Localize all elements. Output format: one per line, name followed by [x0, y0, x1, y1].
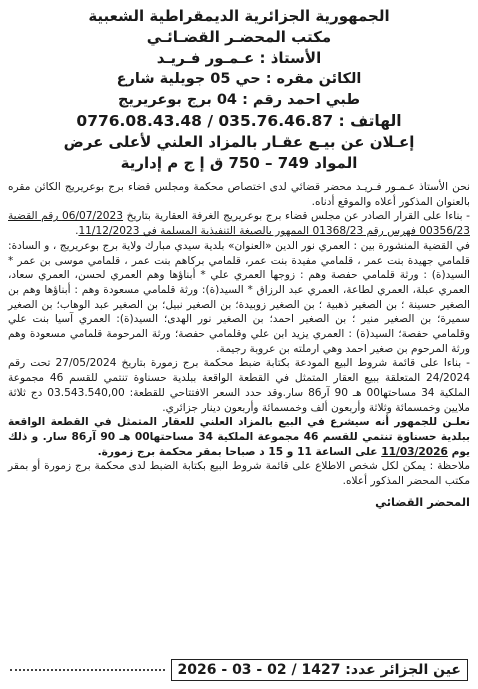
footer-dotted-rule [10, 669, 165, 671]
auction-announcement-paragraph [8, 415, 470, 459]
decision-end: . [75, 225, 79, 238]
signature: المحضر القضائي [375, 494, 470, 509]
intro-paragraph: نحن الأستاذ عـمـور فـريـد محضر قضائي لدى اختصاص محكمة ومجلس قضاء برج بوعريريج الكائن مقره بالعنوان المذكور أعلاه والموقع أدناه. [8, 181, 470, 208]
bailiff-name: الأستاذ : عـمـور فـريـد [156, 49, 322, 67]
phone-line: الهاتف : 035.76.46.87 / 0776.08.43.48 [76, 112, 402, 130]
auction-date: 11/03/2026 [381, 445, 448, 458]
publication-reference: عين الجزائر عدد: 1427 / 02 - 03 - 2026 [171, 659, 468, 681]
address-line-2: طبي احمد رقم : 04 برج بوعريريج [118, 92, 360, 108]
note-paragraph: ملاحظة : يمكن لكل شخص الاطلاع على قائمة شروط البيع بكتابة الضبط لدى محكمة برج زمورة أو بمقر مكتب المحضر المذكور أعلاه. [8, 460, 470, 488]
notice-body [8, 180, 470, 509]
decision-reference: 06/07/2023 رقم القضية 00356/23 فهرس رقم 01368/23 الممهور بالصيغة التنفيذية المسلمة في 11/12/2023 [8, 210, 470, 238]
office-title: مكتب المحضـر القضـائـي [146, 28, 332, 46]
decision-text: - بناءا على القرار الصادر عن مجلس قضاء برج بوعريريج الغرفة العقارية بتاريخ [123, 210, 470, 223]
sale-conditions-paragraph: - بناءا على قائمة شروط البيع المودعة بكتابة ضبط محكمة برج زمورة بتاريخ 27/05/2024 تحت رقم 24/2024 المتعلقة ببيع العقار المتمثل في القطعة الواقعة ببلدية حسناوة تنتمي للقسم 46 مجموعة الملكية 34 مساحتها00 هـ 90 آر86 سار.وقد حدد السعر الافتتاحي للقطعة: 03.543.540,00 دج ثلاثة ملايين وخمسمائة وثلاثة وأربعون ألف وخمسمائة وأربعون دينار جزائري. [8, 357, 471, 414]
republic-title: الجمهورية الجزائرية الديمقراطية الشعبية [88, 7, 390, 25]
parties-paragraph: في القضية المنشورة بين : العمري نور الدين «العنوان» بلدية سيدي مبارك ولاية برج بوعريريج ، و السادة: قلمامي جهيدة بنت عمر ، قلمامي مفيدة بنت عمر، قلمامي بركاهم بنت عمر ، قلمامي موسى بن عمر * السيد(ة) : ورثة قلمامي حفصة وهم : زوجها العمري علي * أبناؤها وهم العمري لحسن، العمري سعاد، العمري عبلة، العمري لطاعة، العمري عبد الرزاق * السيد(ة): ورثة قلمامي مسعودة وهم : أبناؤها وهم بن الصغير حسينة ؛ بن الصغير ذهبية ؛ بن الصغير زوبيدة؛ بن الصغير نبيل؛ بن الصغير عبد الوهاب؛ بن الصغير سميرة؛ بن الصغير منير ؛ بن الصغير احمد؛ بن الصغير نور الهدى؛ السيد(ة): العمري آسيا بنت علي وقلمامي حفصة؛ السيد(ة) : العمري يزيد ابن علي وقلمامي حفصة؛ ورثة المرحومة قلمامي مسعودة وهم ورثة المرحوم بن صغير احمد وهي ارملته بن عروبة رجيمة. [8, 239, 470, 355]
publication-footer [10, 659, 468, 681]
address-line-1: الكائن مقره : حي 05 جويلية شارع [116, 71, 362, 87]
decision-paragraph [8, 209, 470, 238]
announcement-title: إعـلان عن بيـع عقـار بالمزاد العلني لأعلى عرض [63, 133, 415, 151]
legal-articles: المواد 749 – 750 ق إ ج م إدارية [120, 154, 358, 172]
auction-time-place: على الساعة 11 و 15 د صباحا بمقر محكمة برج زمورة. [97, 445, 382, 458]
notice-header [8, 6, 470, 174]
auction-text: نعلـن للجمهور أنه سيشرع في البيع بالمزاد العلني للعقار المتمثل في القطعة الواقعة ببلدية حسناوة تنتمي للقسم 46 مجموعة الملكية 34 مساحتها00 هـ 90 آر86 سار. و ذلك يوم [8, 416, 471, 458]
